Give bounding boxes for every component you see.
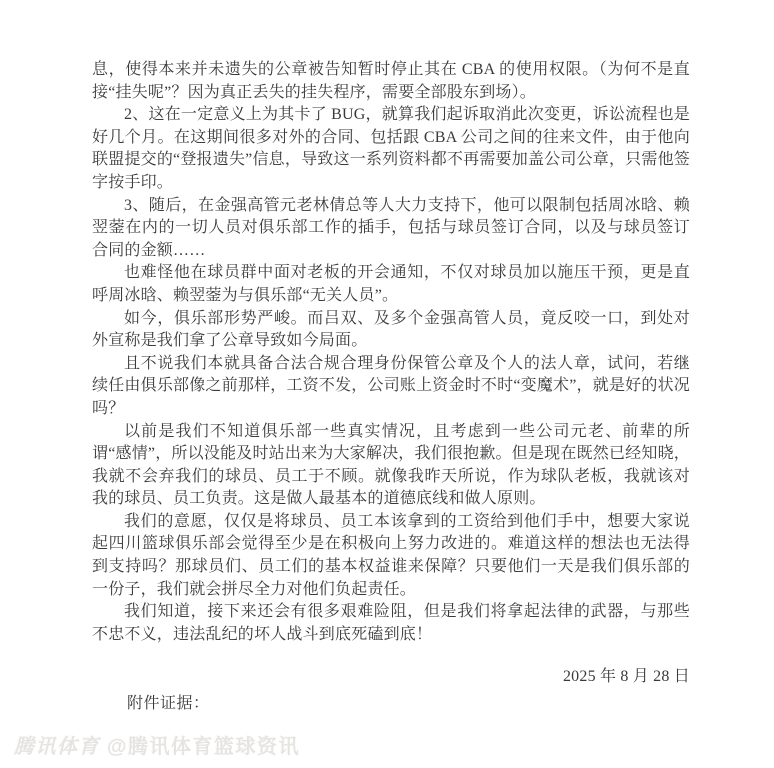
paragraph: 我们的意愿，仅仅是将球员、员工本该拿到的工资给到他们手中，想要大家说起四川篮球俱乐部会觉得至少是在积极向上努力改进的。难道这样的想法也无法得到支持吗？那球员们、员工们的基本权益谁来保障？只要他们一天是我们俱乐部的一份子，我们就会拼尽全力对他们负起责任。 [92,512,690,598]
date-line: 2025 年 8 月 28 日 [562,668,690,686]
watermark-brand-text: 腾讯体育 [14,736,100,758]
paragraph-continuation: 息，使得本来并未遗失的公章被告知暂时停止其在 CBA 的使用权限。（为何不是直接“挂失呢”？因为真正丢失的挂失程序，需要全部股东到场）。 [92,61,690,101]
paragraph: 以前是我们不知道俱乐部一些真实情况，且考虑到一些公司元老、前辈的所谓“感情”，所以没能及时站出来为大家解决，我们很抱歉。但是现在既然已经知晓，我就不会弃我们的球员、员工于不顾。就像我昨天所说，作为球队老板，我就该对我的球员、员工负责。这是做人最基本的道德底线和做人原则。 [92,422,690,508]
paragraph: 我们知道，接下来还会有很多艰难险阻，但是我们将拿起法律的武器，与那些不忠不义，违法乱纪的坏人战斗到底死磕到底！ [92,603,690,643]
paragraph: 也难怪他在球员群中面对老板的开会通知，不仅对球员加以施压干预，更是直呼周冰晗、赖翌蓥为与俱乐部“无关人员”。 [92,264,690,304]
paragraph: 且不说我们本就具备合法合规合理身份保管公章及个人的法人章，试问，若继续任由俱乐部像之前那样，工资不发，公司账上资金时不时“变魔术”，就是好的状况吗？ [92,354,690,417]
letter-body [92,59,690,689]
paragraph-point-2: 2、这在一定意义上为其卡了 BUG，就算我们起诉取消此次变更，诉讼流程也是好几个月。在这期间很多对外的合同、包括跟 CBA 公司之间的往来文件，由于他向联盟提交的“登报遗失”信息，导致这一系列资料都不再需要加盖公司公章，只需他签字按手印。 [92,106,690,191]
attachment-evidence-heading: 附件证据： [127,695,210,712]
paragraph: 如今，俱乐部形势严峻。而吕双、及多个金强高管人员，竟反咬一口，到处对外宣称是我们拿了公章导致如今局面。 [92,309,690,350]
paragraph-point-3: 3、随后，在金强高管元老林倩总等人大力支持下，他可以限制包括周冰晗、赖翌蓥在内的一切人员对俱乐部工作的插手，包括与球员签订合同，以及与球员签订合同的金额…… [92,196,690,259]
tencent-sports-watermark [14,730,300,759]
watermark-handle-text: @腾讯体育篮球资讯 [100,736,301,758]
